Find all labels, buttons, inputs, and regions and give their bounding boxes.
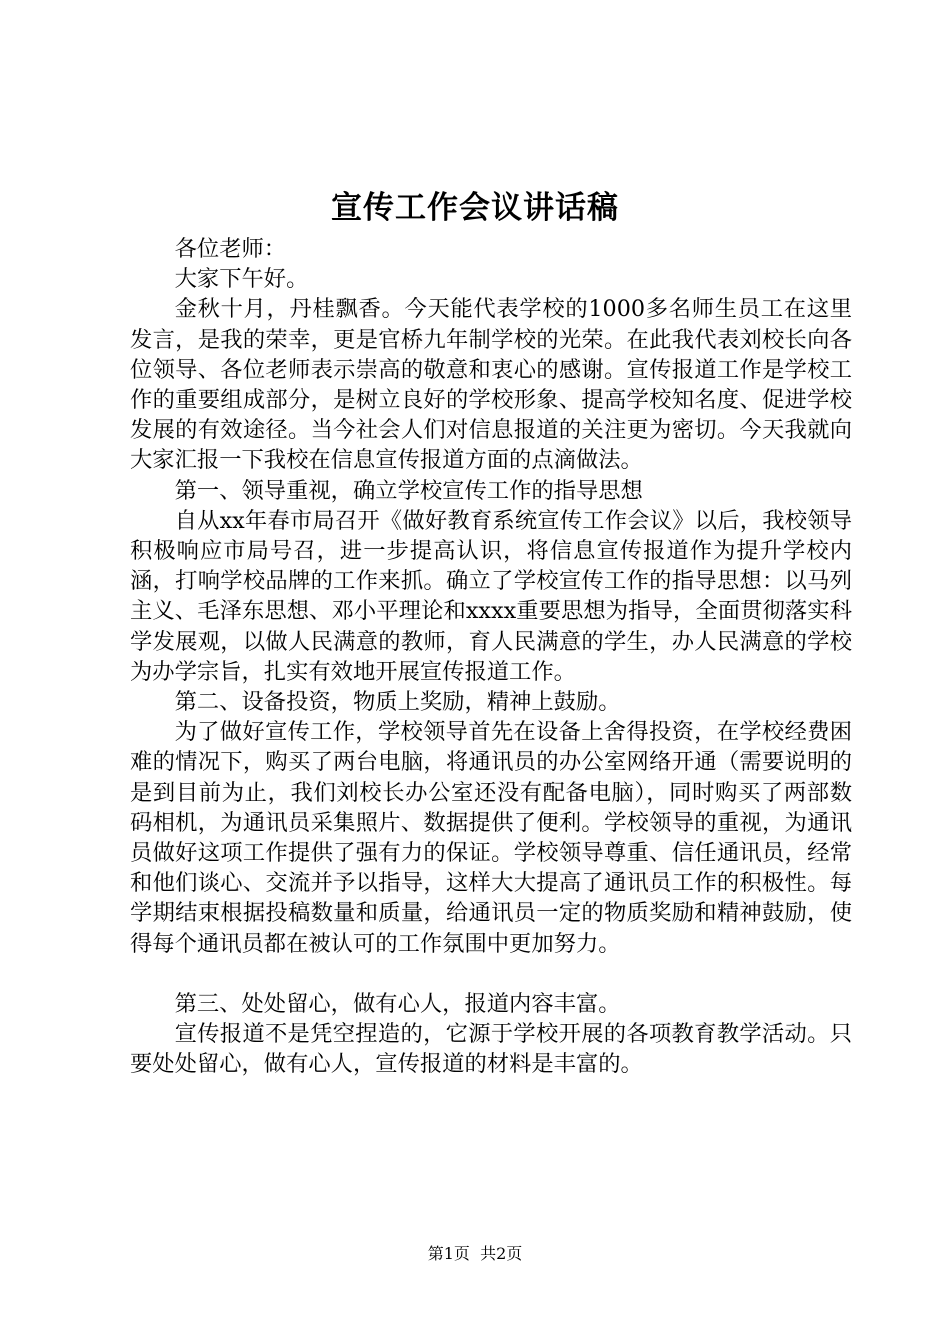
paragraph-section-3: 宣传报道不是凭空捏造的，它源于学校开展的各项教育教学活动。只要处处留心，做有心人，宣传报道的材料是丰富的。 xyxy=(130,1021,852,1078)
section-heading-3: 第三、处处留心，做有心人，报道内容丰富。 xyxy=(174,991,621,1018)
page-total: 共2页 xyxy=(480,1244,523,1263)
paragraph-intro: 金秋十月，丹桂飘香。今天能代表学校的1000多名师生员工在这里发言，是我的荣幸，更是官桥九年制学校的光荣。在此我代表刘校长向各位领导、各位老师表示崇高的敬意和衷心的感谢。宣传报道工作是学校工作的重要组成部分，是树立良好的学校形象、提高学校知名度、促进学校发展的有效途径。当今社会人们对信息报道的关注更为密切。今天我就向大家汇报一下我校在信息宣传报道方面的点滴做法。 xyxy=(130,296,852,474)
paragraph-salutation: 各位老师： xyxy=(174,236,287,262)
page-footer xyxy=(0,1242,950,1266)
document-body xyxy=(130,234,852,1080)
section-heading-2: 第二、设备投资，物质上奖励，精神上鼓励。 xyxy=(174,689,621,716)
section-heading-1: 第一、领导重视，确立学校宣传工作的指导思想 xyxy=(174,477,643,504)
document-title: 宣传工作会议讲话稿 xyxy=(331,190,619,226)
blank-line xyxy=(130,959,852,989)
paragraph-greeting: 大家下午好。 xyxy=(174,266,309,293)
paragraph-section-2: 为了做好宣传工作，学校领导首先在设备上舍得投资，在学校经费困难的情况下，购买了两台电脑，将通讯员的办公室网络开通（需要说明的是到目前为止，我们刘校长办公室还没有配备电脑），同时购买了两部数码相机，为通讯员采集照片、数据提供了便利。学校领导的重视，为通讯员做好这项工作提供了强有力的保证。学校领导尊重、信任通讯员，经常和他们谈心、交流并予以指导，这样大大提高了通讯员工作的积极性。每学期结束根据投稿数量和质量，给通讯员一定的物质奖励和精神鼓励，使得每个通讯员都在被认可的工作氛围中更加努力。 xyxy=(130,719,852,957)
paragraph-section-1: 自从xx年春市局召开《做好教育系统宣传工作会议》以后，我校领导积极响应市局号召，进一步提高认识，将信息宣传报道作为提升学校内涵，打响学校品牌的工作来抓。确立了学校宣传工作的指导思想：以马列主义、毛泽东思想、邓小平理论和xxxx重要思想为指导，全面贯彻落实科学发展观，以做人民满意的教师，育人民满意的学生，办人民满意的学校为办学宗旨，扎实有效地开展宣传报道工作。 xyxy=(130,507,852,685)
page-number: 第1页 xyxy=(427,1244,470,1263)
